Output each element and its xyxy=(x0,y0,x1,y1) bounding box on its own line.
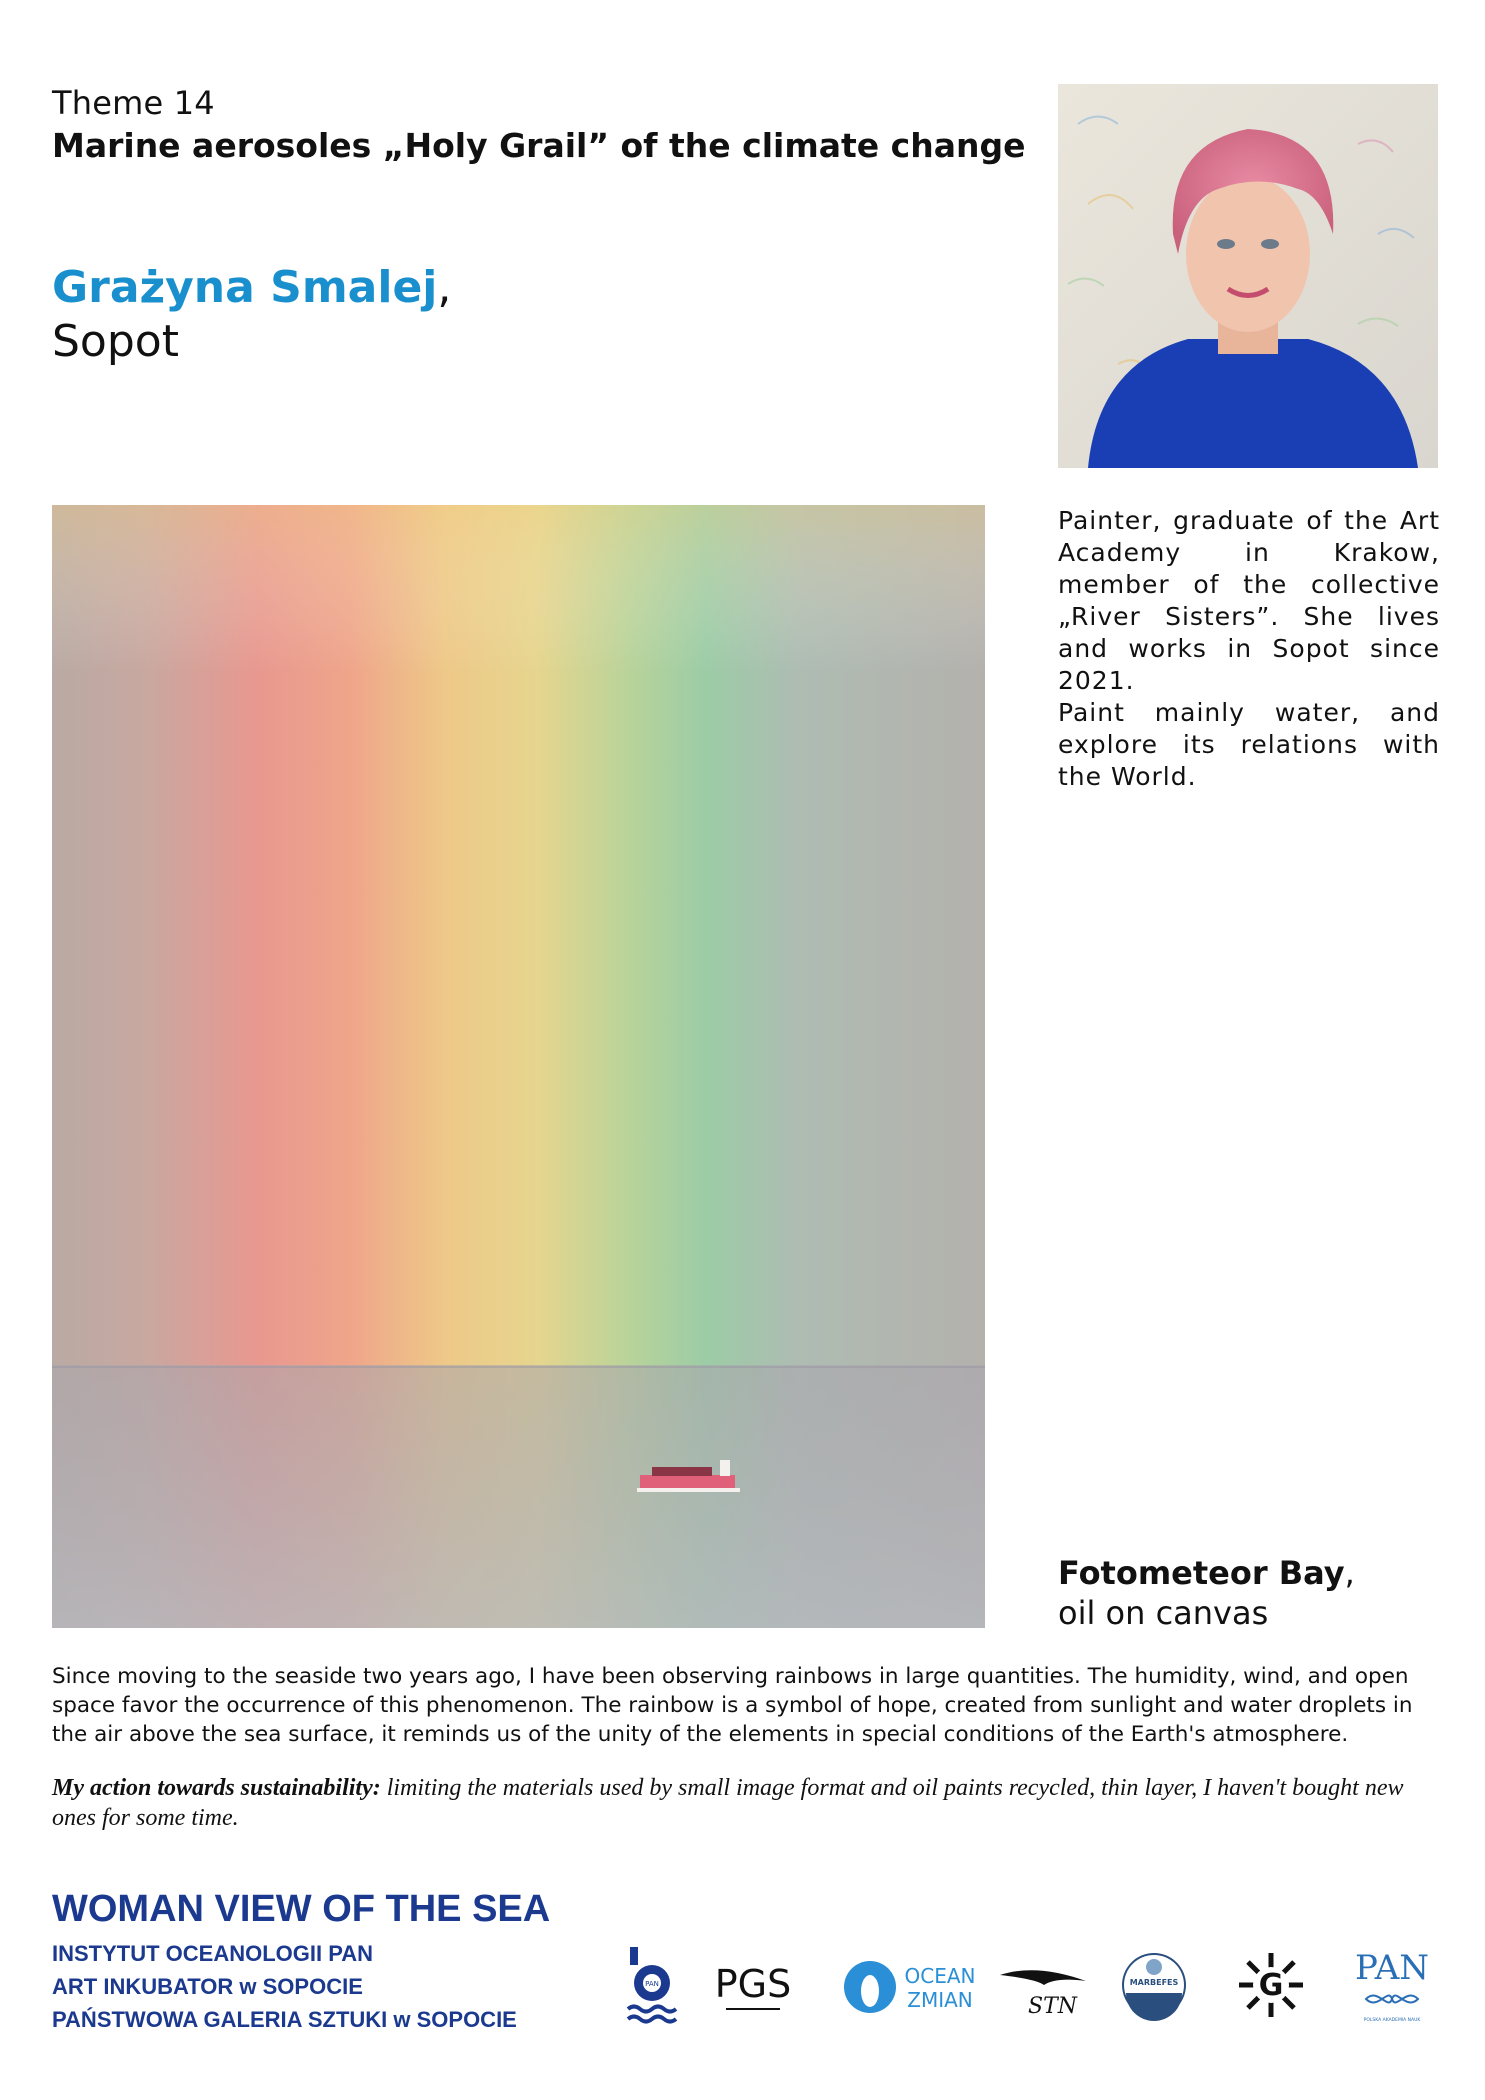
theme-title: Marine aerosoles „Holy Grail” of the climate change xyxy=(52,126,1026,165)
bio-paragraph-2: Paint mainly water, and explore its relations with the World. xyxy=(1058,698,1440,791)
project-title: WOMAN VIEW OF THE SEA xyxy=(52,1888,551,1930)
marbefes-logo-text: MARBEFES xyxy=(1129,1978,1179,1987)
artist-name: Grażyna Smalej xyxy=(52,262,438,313)
artwork-title: Fotometeor Bay xyxy=(1058,1554,1345,1592)
pan-academy-logo-text: PAN xyxy=(1354,1948,1430,1988)
iopan-logo-text: PAN xyxy=(645,1980,659,1988)
artwork-title-line xyxy=(1058,1554,1355,1592)
ocean-zmian-logo xyxy=(840,1945,980,2025)
pan-academy-subtext: POLSKA AKADEMIA NAUK xyxy=(1363,2018,1421,2023)
g-sun-logo xyxy=(1236,1945,1306,2025)
pgs-logo-text: PGS xyxy=(714,1962,792,2006)
artist-statement: Since moving to the seaside two years ago, I have been observing rainbows in large quantities. The humidity, wind, and open space favor the occurrence of this phenomenon. The rainbow is a symbol of hope, created from sunlight and water droplets in the air above the sea surface, it reminds us of the unity of the elements in special conditions of the Earth's atmosphere. xyxy=(52,1664,1413,1747)
artist-bio xyxy=(1058,505,1440,793)
organization-1: INSTYTUT OCEANOLOGII PAN xyxy=(52,1941,374,1966)
stn-logo-text: STN xyxy=(1028,1994,1077,2019)
sustainability-label: My action towards sustainability: xyxy=(52,1775,381,1801)
artist-name-line xyxy=(52,260,451,316)
artwork-medium: oil on canvas xyxy=(1058,1594,1269,1632)
sustainability-statement xyxy=(52,1773,1442,1833)
artwork-painting xyxy=(52,505,985,1628)
theme-label: Theme 14 xyxy=(52,84,215,122)
stn-logo xyxy=(996,1945,1090,2025)
iopan-logo xyxy=(626,1945,676,2025)
pgs-logo xyxy=(714,1945,792,2025)
sustainability-text: limiting the materials used by small image format and oil paints recycled, thin layer, I haven't bought new ones for some time. xyxy=(52,1775,1404,1831)
pan-academy-logo xyxy=(1350,1945,1434,2025)
marbefes-logo xyxy=(1118,1945,1190,2025)
g-sun-logo-text: G xyxy=(1258,1968,1284,2003)
organization-3: PAŃSTWOWA GALERIA SZTUKI w SOPOCIE xyxy=(52,2007,517,2032)
artwork-title-suffix: , xyxy=(1344,1554,1355,1592)
organization-2: ART INKUBATOR w SOPOCIE xyxy=(52,1974,363,1999)
ocean-zmian-line2: ZMIAN xyxy=(907,1988,973,2012)
artist-name-suffix: , xyxy=(437,262,452,313)
bio-paragraph-1: Painter, graduate of the Art Academy in Krakow, member of the collective „River Sisters”. She lives and works in Sopot since 2021. xyxy=(1058,506,1440,695)
artist-portrait xyxy=(1058,84,1438,468)
artist-city: Sopot xyxy=(52,316,179,367)
ocean-zmian-line1: OCEAN xyxy=(904,1964,976,1988)
